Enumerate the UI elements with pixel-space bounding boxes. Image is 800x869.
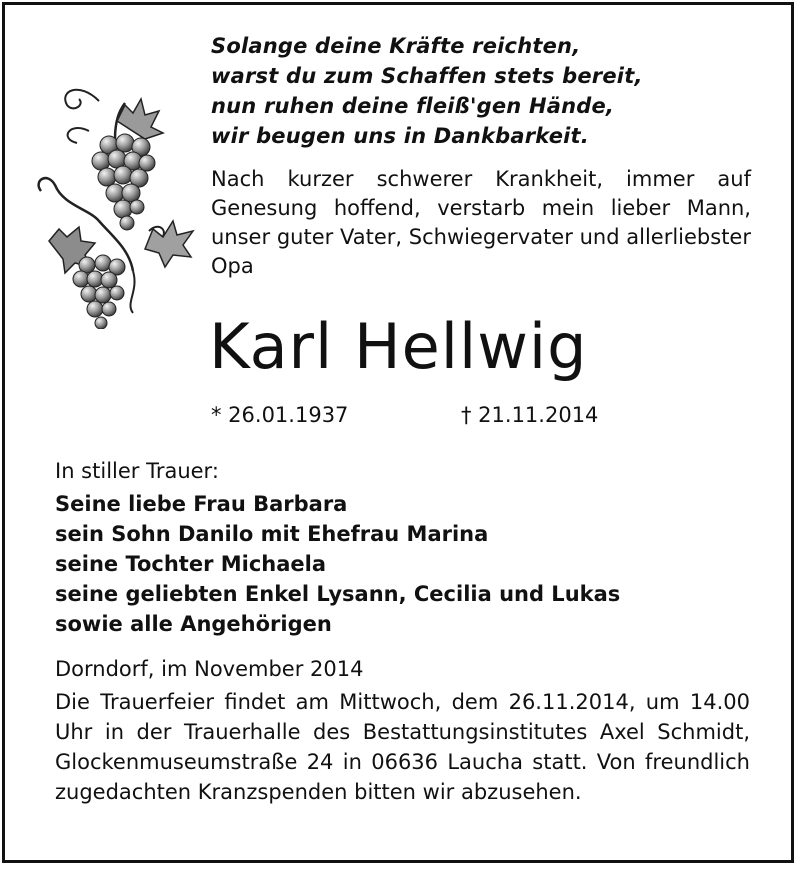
grapevine-icon <box>29 81 207 329</box>
life-dates <box>211 401 599 429</box>
place-date: Dorndorf, im November 2014 <box>55 657 364 681</box>
ceremony-text: Die Trauerfeier findet am Mittwoch, dem 26.11.2014, um 14.00 Uhr in der Trauerhalle des Bestattungsinstitutes Axel Schmidt, Glockenmuseumstraße 24 in 06636 Laucha statt. Von freundlich zugedachten Kranzspenden bitten wir abzusehen. <box>55 690 750 804</box>
mourner-line: Seine liebe Frau Barbara <box>55 492 348 516</box>
deceased-name: Karl Hellwig <box>209 310 588 383</box>
death-date: † 21.11.2014 <box>461 403 599 427</box>
mourner-line: sein Sohn Danilo mit Ehefrau Marina <box>55 522 489 546</box>
poem-line: nun ruhen deine fleiß'gen Hände, <box>211 94 615 118</box>
obituary-notice <box>2 2 794 863</box>
intro-text: Nach kurzer schwerer Krankheit, immer auf Genesung hoffend, verstarb mein lieber Mann, unser guter Vater, Schwiegervater und allerliebster Opa <box>211 167 751 278</box>
mourning-label: In stiller Trauer: <box>55 459 219 483</box>
mourners-list <box>55 489 620 639</box>
poem <box>211 31 771 151</box>
mourner-line: seine geliebten Enkel Lysann, Cecilia und Lukas <box>55 582 621 606</box>
poem-line: warst du zum Schaffen stets bereit, <box>211 64 643 88</box>
poem-line: wir beugen uns in Dankbarkeit. <box>211 124 589 148</box>
mourner-line: sowie alle Angehörigen <box>55 612 332 636</box>
mourner-line: seine Tochter Michaela <box>55 552 327 576</box>
birth-date: * 26.01.1937 <box>211 403 349 427</box>
poem-line: Solange deine Kräfte reichten, <box>211 34 581 58</box>
